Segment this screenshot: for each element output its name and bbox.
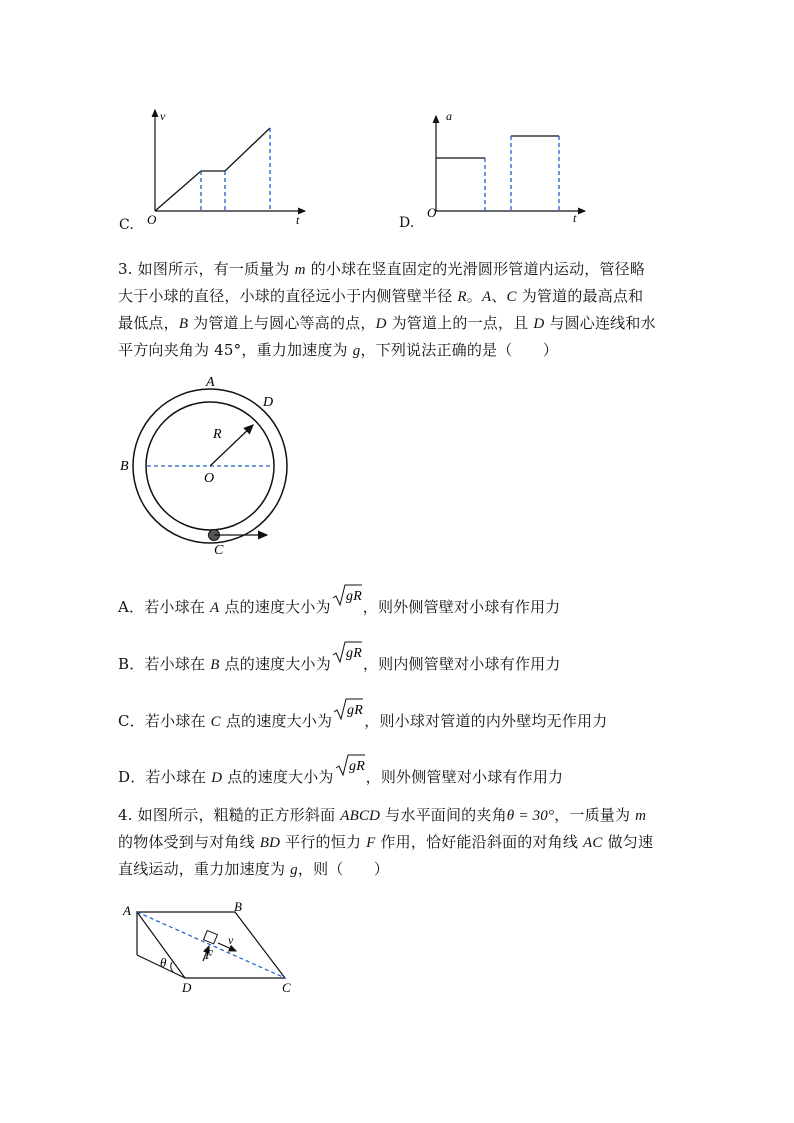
graph-d xyxy=(400,100,600,235)
label-D: D xyxy=(182,980,192,995)
q3-line-2: 大于小球的直径，小球的直径远小于内侧管壁半径 R。A、C 为管道的最高点和 xyxy=(118,287,644,305)
sqrt-gR xyxy=(332,641,362,671)
svg-text:gR: gR xyxy=(345,646,362,661)
label-R: R xyxy=(213,427,222,442)
q4-line-3: 直线运动，重力加速度为 g，则（ ） xyxy=(118,860,390,878)
graph-c xyxy=(115,100,315,235)
q4-line-2: 的物体受到与对角线 BD 平行的恒力 F 作用，恰好能沿斜面的对角线 AC 做匀速 xyxy=(118,833,654,851)
q3-figure-svg xyxy=(110,370,310,560)
label-O: O xyxy=(204,471,215,486)
graph-d-origin: O xyxy=(427,205,437,220)
q4-figure xyxy=(115,895,315,1000)
graph-d-label: D. xyxy=(399,215,415,231)
label-C: C xyxy=(214,543,224,558)
q3-figure xyxy=(110,370,310,560)
graph-c-svg xyxy=(115,100,315,235)
q4-figure-svg xyxy=(115,895,315,1000)
q3-text xyxy=(118,256,656,364)
label-A: A xyxy=(123,903,131,918)
block xyxy=(203,930,217,943)
graph-c-x-label: t xyxy=(296,213,300,227)
q3-line-3: 最低点，B 为管道上与圆心等高的点，D 为管道上的一点，且 D 与圆心连线和水 xyxy=(118,314,656,332)
q3-option-c[interactable]: C．若小球在 C 点的速度大小为 gR ，则小球对管道的内外壁均无作用力 xyxy=(118,704,607,735)
label-B: B xyxy=(120,459,129,474)
svg-text:gR: gR xyxy=(348,759,365,774)
label-theta: θ xyxy=(160,955,167,970)
graph-c-y-label: v xyxy=(160,109,166,123)
label-C: C xyxy=(282,980,291,995)
theta-arc xyxy=(171,962,173,972)
q4-text xyxy=(118,802,653,883)
graph-c-label: C. xyxy=(119,217,135,233)
q3-line-1: 3. 如图所示，有一质量为 m 的小球在竖直固定的光滑圆形管道内运动，管径略 xyxy=(118,260,646,278)
q3-line-4: 平方向夹角为 45°，重力加速度为 g，下列说法正确的是（ ） xyxy=(118,341,559,359)
svg-text:gR: gR xyxy=(347,703,364,718)
graph-d-x-label: t xyxy=(573,211,577,225)
svg-text:gR: gR xyxy=(345,589,362,604)
graph-c-curve xyxy=(155,128,270,211)
graph-d-svg xyxy=(400,100,600,235)
q3-option-a[interactable]: A．若小球在 A 点的速度大小为 gR ，则外侧管壁对小球有作用力 xyxy=(118,590,560,621)
sqrt-gR xyxy=(333,698,363,728)
label-A: A xyxy=(206,375,215,390)
label-F: F xyxy=(205,947,213,962)
q4-line-1: 4. 如图所示，粗糙的正方形斜面 ABCD 与水平面间的夹角θ = 30°，一质量为 m xyxy=(118,806,647,824)
q3-option-b[interactable]: B．若小球在 B 点的速度大小为 gR ，则内侧管壁对小球有作用力 xyxy=(118,647,561,678)
label-B: B xyxy=(234,899,242,914)
q3-option-d[interactable]: D．若小球在 D 点的速度大小为 gR ，则外侧管壁对小球有作用力 xyxy=(118,760,563,791)
graph-c-origin: O xyxy=(147,212,157,227)
label-D: D xyxy=(263,395,274,410)
label-v: v xyxy=(228,933,234,947)
graph-d-y-label: a xyxy=(446,109,452,123)
sqrt-gR xyxy=(335,754,365,784)
sqrt-gR xyxy=(332,584,362,614)
